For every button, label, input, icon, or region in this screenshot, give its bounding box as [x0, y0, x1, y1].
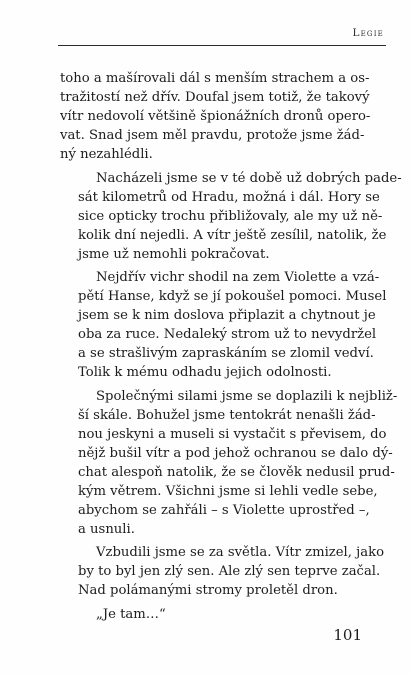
text-line: jsem se k nim doslova připlazit a chytnout je: [78, 308, 376, 323]
text-line: vat. Snad jsem měl pravdu, protože jsme žád-: [60, 128, 365, 143]
text-line: Nacházeli jsme se v té době už dobrých pade-: [96, 170, 402, 186]
text-line: ší skále. Bohužel jsme tentokrát nenašli žád-: [78, 407, 376, 423]
text-line: a se strašlivým zapraskáním se zlomil vedví.: [78, 346, 374, 361]
text-line: pětí Hanse, když se jí pokoušel pomoci. Musel: [78, 289, 387, 304]
text-line: tražitostí než dřív. Doufal jsem totiž, že takový: [60, 90, 370, 105]
text-line: „Je tam…“: [96, 606, 166, 622]
paragraph: [60, 169, 402, 264]
paragraph: [60, 268, 387, 382]
text-line: nou jeskyni a museli si vystačit s převisem, do: [78, 426, 387, 442]
paragraph: [60, 387, 398, 539]
text-line: chat alespoň natolik, že se člověk nedusil prud-: [78, 464, 395, 480]
text-line: Nejdřív vichr shodil na zem Violette a vzá-: [96, 270, 380, 285]
text-line: toho a mašírovali dál s menším strachem a os-: [60, 71, 370, 86]
paragraph: [60, 69, 371, 164]
body-text: [60, 69, 402, 628]
text-line: nějž bušil vítr a pod jehož ochranou se dalo dý-: [78, 445, 393, 461]
text-line: kým větrem. Všichni jsme si lehli vedle sebe,: [78, 483, 378, 499]
text-line: kolik dní nejedli. A vítr ještě zesílil, natolik, že: [78, 227, 387, 243]
text-line: by to byl jen zlý sen. Ale zlý sen teprve začal.: [78, 564, 381, 579]
text-line: sice opticky trochu přibližovaly, ale my už ně-: [78, 208, 383, 224]
text-line: Tolik k mému odhadu jejich odolnosti.: [78, 365, 332, 380]
text-line: abychom se zahřáli – s Violette uprostřed –,: [78, 502, 370, 518]
text-line: Vzbudili jsme se za světla. Vítr zmizel, jako: [96, 545, 385, 560]
text-line: jsme už nemohli pokračovat.: [78, 246, 270, 262]
running-header: [58, 27, 386, 46]
page-number: 101: [333, 626, 362, 644]
paragraph: [60, 543, 385, 600]
text-line: oba za ruce. Nedaleký strom už to nevydržel: [78, 327, 377, 342]
text-line: vítr nedovolí většině špionážních dronů opero-: [60, 109, 371, 124]
text-line: a usnuli.: [78, 521, 135, 537]
text-line: Nad polámanými stromy proletěl dron.: [78, 583, 338, 598]
text-line: Společnými silami jsme se doplazili k nejbliž-: [96, 388, 398, 404]
running-header-title: Legie: [352, 27, 384, 39]
text-line: sát kilometrů od Hradu, možná i dál. Hory se: [78, 189, 380, 205]
text-line: ný nezahlédli.: [60, 147, 153, 162]
paragraph: [60, 605, 362, 624]
